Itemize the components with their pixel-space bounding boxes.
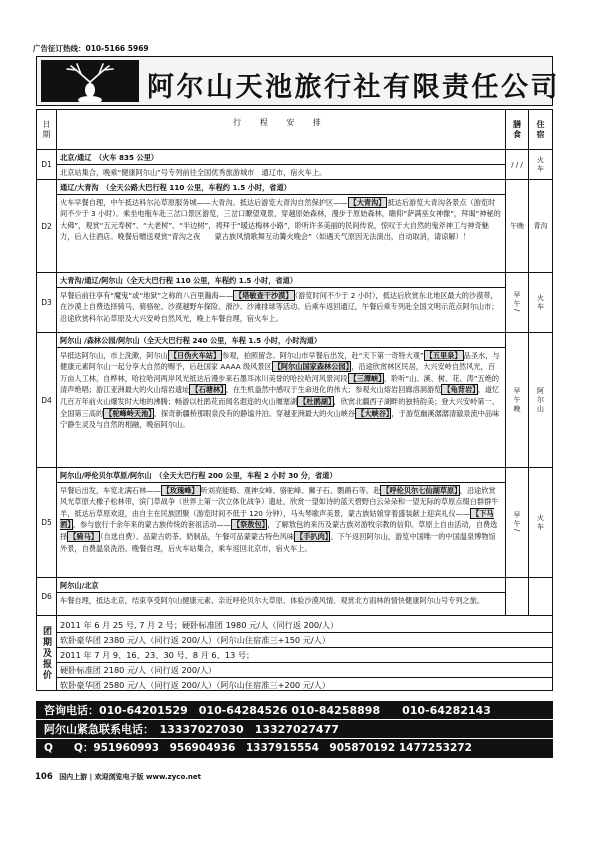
day-route: 大青沟/通辽/阿尔山（全天大巴行程 110 公里，车程约 1.5 小时，省道）	[57, 275, 505, 288]
day-lodging: 火车	[536, 155, 545, 174]
day-meal: 早午/	[506, 273, 529, 332]
day-label: D2	[37, 180, 57, 272]
day-label: D1	[37, 150, 57, 179]
day-label: D5	[37, 468, 57, 577]
day-lodging	[529, 578, 552, 615]
ad-hotline: 广告征订热线：010-5166 5969	[33, 44, 149, 53]
day-label: D4	[37, 333, 57, 467]
day-schedule	[57, 468, 506, 577]
day-schedule	[57, 180, 506, 272]
day-meal: / / /	[506, 150, 529, 179]
itinerary-table	[36, 109, 553, 691]
deer-logo-graphic	[41, 60, 139, 102]
page-footer	[35, 772, 201, 782]
day-lodging: 青沟	[533, 222, 548, 230]
day-route: 阿尔山/呼伦贝尔草原/阿尔山 （全天大巴行程 200 公里，车程 2 小时 30 分，省道）	[57, 470, 505, 483]
col-meal-header: 膳食	[506, 110, 529, 149]
price-line: 软卧豪华团 2380 元/人（同行返 200/人）（阿尔山住宿准三+150 元/人）	[57, 633, 552, 648]
highlight-scenic: 【大青沟】	[349, 197, 386, 207]
day-meal: 早午晚	[506, 333, 529, 467]
footer-text: 国内上游 | 欢迎浏览电子版 www.zyco.net	[59, 773, 201, 781]
day-lodging: 火车	[536, 513, 545, 532]
day-text: 早抵达阿尔山，市上洗漱，阿尔山 【日伪火车站】 参观，拍照留念。阿尔山市早餐后出发，赴“天下第一奇特大观” 【五里泉】 品圣水，与健康元素阿尔山一起分享大自然的赐予，后赴国家 AAAA 级风景区 【阿尔山国家森林公园】 ，沿途欣赏林区民居，大兴安岭自然风光，百万亩人工林，自桦林，哈拉哈河两岸风光抵达后漫步来石墨耳冰川美誉的哈拉哈河风景河段 【三潭峡】 ，聆听“山、溪、树、花、涛”五绝的清声绝唱；游江亚洲最大的火山熔岩遗址 【石塘林】 ，在生机盎然中感叹于生命进化的伟大；参观火山熔岩回廊溶洞游览 【龟背岩】 ，道忆几百万年前火山爆发时大地的沸腾；畅游以杜鹃花而闻名遐迩的火山堰塞湖 【杜鹃湖】 ，欣赏北疆西子湖畔的独特韵美；登大兴安岭第一、全国第三高的 【驼峰岭天池】 ，探奇新疆桥那眼泉没有的静谧井泊。穿越亚洲最大的火山峡谷 【大峡谷】 ，于游览幽溪潺潺清澈泉流中品味宁静生灵及与自然的相融，晚宿阿尔山。	[60, 350, 500, 430]
day-schedule	[57, 150, 506, 179]
day-label: D6	[37, 578, 57, 615]
highlight-scenic: 【塔敏查干沙漠】	[235, 290, 293, 300]
day-meal: 早午/	[506, 468, 529, 577]
consult-phone: 咨询电话：010-64201529 010-64284526 010-84258898 010-64282143	[36, 701, 553, 720]
table-header	[37, 110, 552, 150]
day-route: 阿尔山/北京	[57, 580, 505, 593]
price-label: 团期及报价	[37, 616, 57, 690]
day-route: 阿尔山 /森林公园/阿尔山（全天大巴行程 240 公里，车程 1.5 小时，小时沟道）	[57, 335, 505, 348]
col-day-header: 日期	[37, 110, 57, 149]
company-banner	[36, 56, 560, 106]
day-meal: 午晚	[506, 180, 529, 272]
emergency-phone: 阿尔山紧急联系电话： 13337027030 13327027477	[36, 720, 553, 739]
col-lodging-header: 住宿	[536, 119, 545, 140]
day-schedule	[57, 273, 506, 332]
day-text: 早餐后出发，车览北满石林—— 【玫瑰峰】 听刘亮能略、观神女峰、骆驼峰、狮子石、鹦鹉石等。赴 【呼伦贝尔七仙湖草原】 ，沿途欣赏风光草原大橡子松林带，滨门草战争（世界上第一次立体化战争）遗址，欣赏一望如诗的蓝天碧野白云朵朵和一望无际的草原点缀白群群牛羊，抵达后草原欢迎，由自主在民族团聚（游览时间不低于 120 分钟），马头琴歌声美景，蒙古族姑娘穿着盛装献上迎宾礼仪—— 【下马酒】 ，参与旅行千余年来的蒙古族传统的套祖活动—— 【祭敖包】 ，了解敖包的来历及蒙古族对游牧宗教的信仰。草原上自由活动，自费选择 【骑马】 （自选自费）、品蒙古奶茶、奶制品，午餐可品蒙蒙古特色风味 【手扒肉】 。下午返回阿尔山，游览中国唯一的中国温泉博物馆外景，自费温泉洗浴。晚餐自理，后火车站集合，乘车返回北京市，宿火车上。	[60, 485, 499, 553]
day-lodging: 阿尔山	[536, 386, 545, 414]
day-meal	[506, 578, 529, 615]
day-row-d1	[37, 150, 552, 180]
company-name: 阿尔山天池旅行社有限责任公司	[147, 72, 560, 103]
day-row-d2	[37, 180, 552, 273]
day-text: 车餐自理，抵达北京，结束享受阿尔山健康元素、亲近呼伦贝尔大草原、体验沙漠风情、观赏北方雨林的情快健康阿尔山号专列之旅。	[60, 595, 485, 605]
day-schedule	[57, 333, 506, 467]
price-line: 硬卧标准团 2180 元/人（同行返 200/人）	[57, 663, 552, 678]
price-line: 2011 年 6 月 25 号, 7 月 2 号；硬卧标准团 1980 元/人（同行返 200/人）	[57, 618, 552, 633]
contact-panel	[36, 701, 553, 758]
day-route: 北京/通辽 （火车 835 公里）	[57, 152, 505, 165]
page-number: 106	[35, 772, 53, 782]
qq-numbers: Q Q：951960993 956904936 1337915554 905870192 1477253272	[44, 742, 472, 754]
price-line: 2011 年 7 月 9、16、23、30 号、8 月 6、13 号；	[57, 648, 552, 663]
price-lines	[57, 616, 552, 690]
day-row-d4	[37, 333, 552, 468]
day-lodging: 火车	[536, 293, 545, 312]
deer-logo-icon	[41, 60, 139, 102]
price-section	[37, 616, 552, 691]
day-row-d5	[37, 468, 552, 578]
day-row-d3	[37, 273, 552, 333]
day-row-d6	[37, 578, 552, 616]
day-route: 通辽/大青沟 （全天公路大巴行程 110 公里，车程约 1.5 小时，省道）	[57, 182, 505, 195]
day-text: 早餐后前往享有“魔鬼”或“地狱”之称的八百里瀚海—— 【塔敏查干沙漠】 （游览时间不少于 2 小时），抵达后欣赏东北地区最大的沙漠带，在沙漠上自费选择骑马、骑骆驼、沙漠越野车探险、滑沙、沙滩排球等活动。后乘车返回通辽，午餐后乘专列赴全国文明示范点阿尔山市；沿途欣赏科尔沁草原及大兴安岭自然风光，晚上车餐自理，宿火车上。	[60, 290, 499, 323]
day-text: 火车早餐自理，中午抵达科尔沁草原服务城——大青沟。抵达后游览大青沟自然保护区—— 【大青沟】 抵达后游览大青沟各景点（游览时间不少于 3 小时）。乘坐电瓶车赴三岔口景区游览，三岔口瞭望观景，穿越原始森林，漫步于原始森林，瞻仰“萨满巫女神像”，拜谒“神秘的大佛”，观赏“五元寿树”、“大老树”、“半边树”，祷拜于“暖达梅林小路”，聆听许多美丽的民间传说，惊叹于大自然的鬼斧神工与神奇魅力，后入住酒店。晚餐后赠送观赏“青沟之夜 蒙古族风情歌舞互动篝火晚会”（如遇天气原因无法演出，自动取消，请谅解）！	[60, 197, 501, 242]
col-schedule-header: 行 程 安 排	[57, 110, 506, 149]
price-line: 软卧豪华团 2580 元/人（同行返 200/人）（阿尔山住宿准三+200 元/人）	[60, 680, 331, 690]
day-label: D3	[37, 273, 57, 332]
day-schedule	[57, 578, 506, 615]
day-text: 北京站集合，晚乘“健康阿尔山”号专列前往全国优秀旅游城市 通辽市，宿火车上。	[60, 167, 327, 177]
